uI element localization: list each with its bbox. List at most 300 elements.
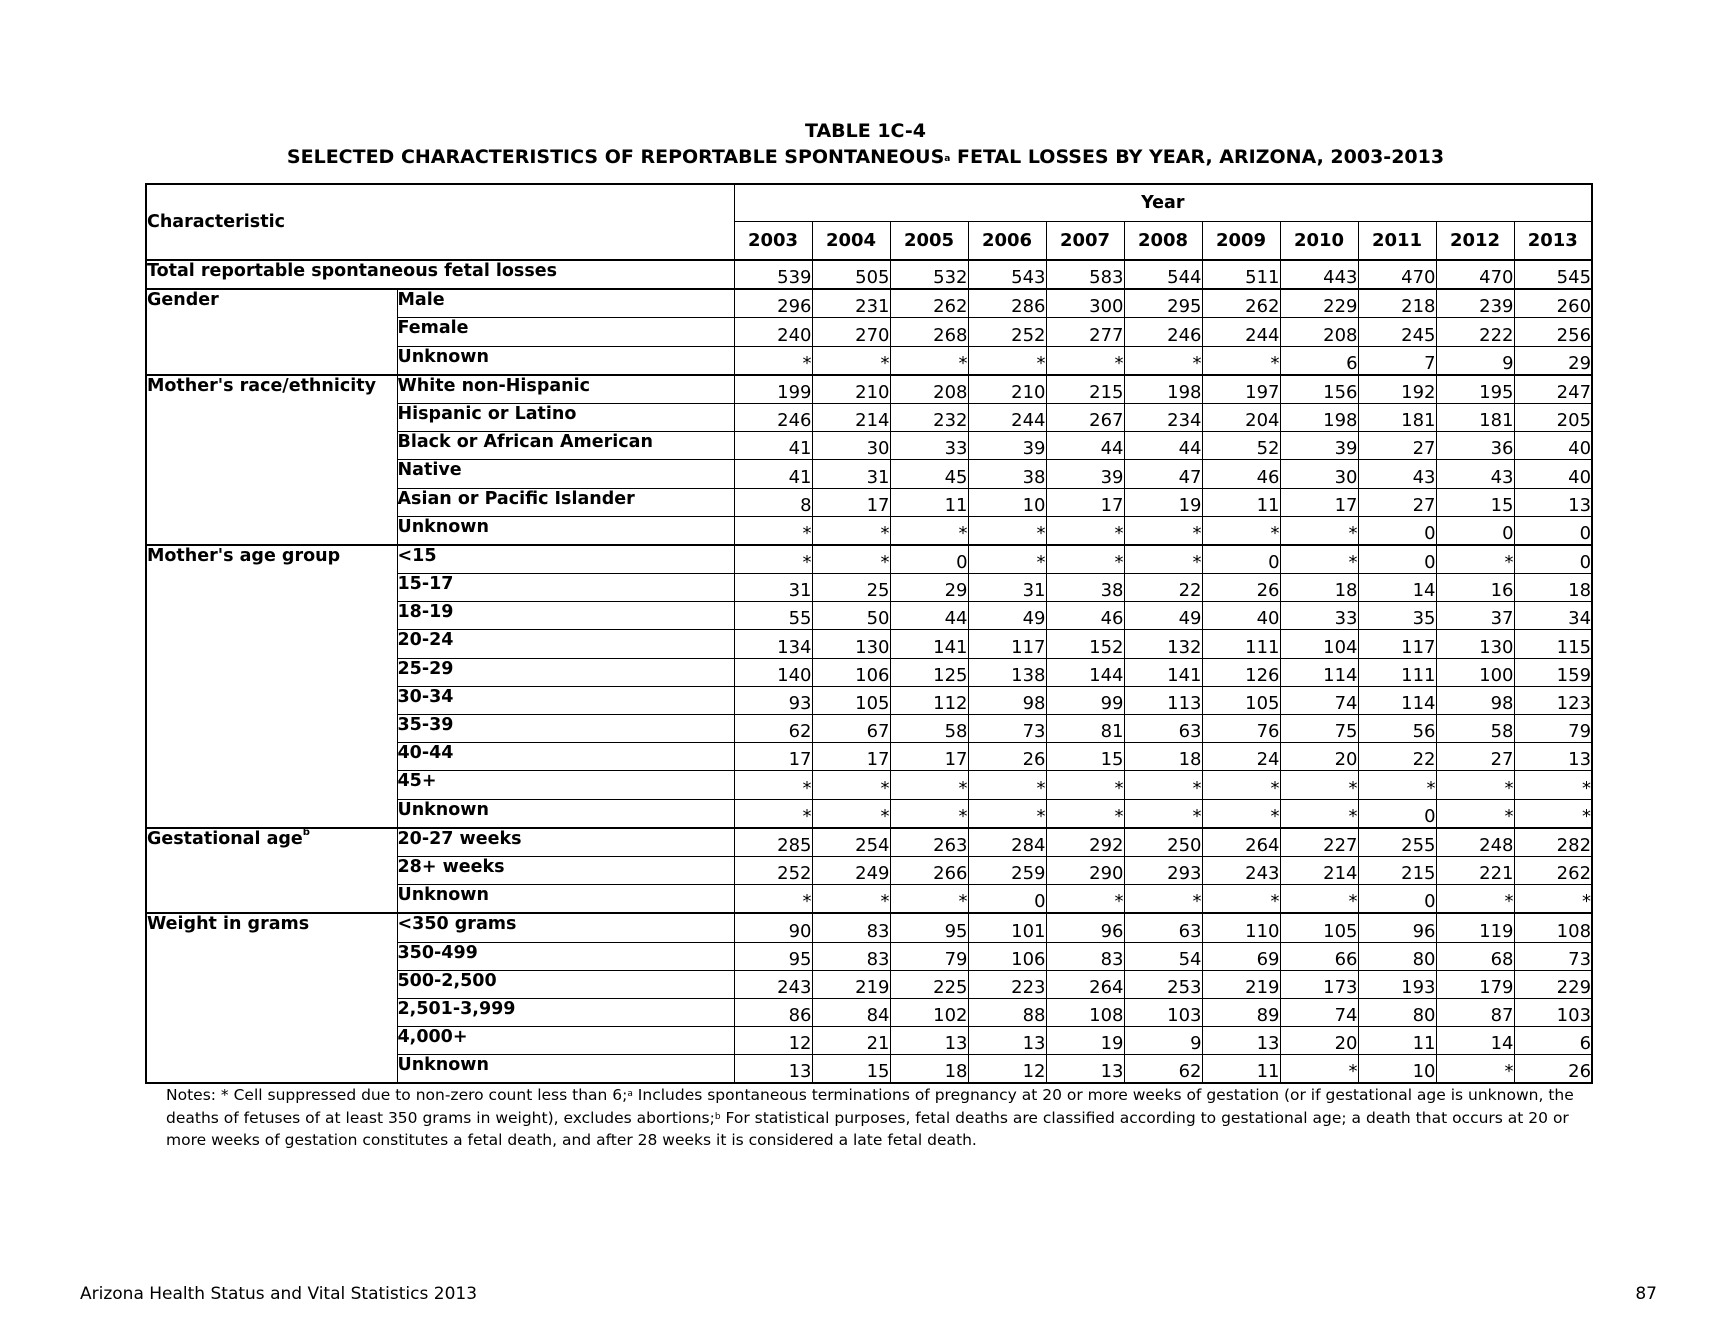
value-cell: * bbox=[968, 516, 1046, 545]
row-label: 15-17 bbox=[397, 574, 734, 602]
value-cell: 62 bbox=[734, 715, 812, 743]
value-cell: 260 bbox=[1514, 289, 1592, 318]
row-label: 20-27 weeks bbox=[397, 828, 734, 857]
value-cell: 123 bbox=[1514, 686, 1592, 714]
value-cell: 15 bbox=[1436, 488, 1514, 516]
value-cell: 110 bbox=[1202, 913, 1280, 942]
value-cell: 80 bbox=[1358, 998, 1436, 1026]
value-cell: * bbox=[890, 346, 968, 375]
row-label: Female bbox=[397, 318, 734, 346]
characteristic-header: Characteristic bbox=[146, 184, 734, 260]
value-cell: 141 bbox=[890, 630, 968, 658]
value-cell: 208 bbox=[890, 375, 968, 404]
value-cell: 197 bbox=[1202, 375, 1280, 404]
value-cell: 18 bbox=[1514, 574, 1592, 602]
value-cell: 14 bbox=[1436, 1027, 1514, 1055]
value-cell: 104 bbox=[1280, 630, 1358, 658]
value-cell: * bbox=[1280, 1055, 1358, 1084]
table-title-text: SELECTED CHARACTERISTICS OF REPORTABLE SPONTANEOUS bbox=[286, 146, 945, 168]
value-cell: 68 bbox=[1436, 942, 1514, 970]
value-cell: 19 bbox=[1124, 488, 1202, 516]
value-cell: * bbox=[1280, 771, 1358, 799]
value-cell: 539 bbox=[734, 260, 812, 289]
value-cell: 239 bbox=[1436, 289, 1514, 318]
value-cell: * bbox=[1436, 799, 1514, 828]
value-cell: 544 bbox=[1124, 260, 1202, 289]
value-cell: 69 bbox=[1202, 942, 1280, 970]
group-label bbox=[146, 913, 397, 1083]
group-label-text: Weight in grams bbox=[147, 914, 310, 935]
value-cell: 44 bbox=[1124, 432, 1202, 460]
value-cell: * bbox=[812, 346, 890, 375]
notes-marker-b: b bbox=[714, 1111, 721, 1122]
value-cell: * bbox=[968, 799, 1046, 828]
value-cell: 215 bbox=[1358, 856, 1436, 884]
row-label: Unknown bbox=[397, 1055, 734, 1084]
value-cell: 89 bbox=[1202, 998, 1280, 1026]
value-cell: 18 bbox=[890, 1055, 968, 1084]
value-cell: 93 bbox=[734, 686, 812, 714]
value-cell: 505 bbox=[812, 260, 890, 289]
value-cell: 218 bbox=[1358, 289, 1436, 318]
value-cell: 75 bbox=[1280, 715, 1358, 743]
value-cell: 246 bbox=[1124, 318, 1202, 346]
value-cell: 55 bbox=[734, 602, 812, 630]
value-cell: 0 bbox=[1358, 885, 1436, 914]
value-cell: 132 bbox=[1124, 630, 1202, 658]
value-cell: * bbox=[1436, 1055, 1514, 1084]
value-cell: * bbox=[890, 771, 968, 799]
value-cell: 141 bbox=[1124, 658, 1202, 686]
value-cell: 130 bbox=[1436, 630, 1514, 658]
year-column-header: 2012 bbox=[1436, 222, 1514, 261]
title-footnote-marker: a bbox=[944, 154, 951, 164]
value-cell: 0 bbox=[1358, 516, 1436, 545]
value-cell: * bbox=[1202, 885, 1280, 914]
value-cell: 49 bbox=[968, 602, 1046, 630]
row-label: 4,000+ bbox=[397, 1027, 734, 1055]
value-cell: 193 bbox=[1358, 970, 1436, 998]
value-cell: 119 bbox=[1436, 913, 1514, 942]
value-cell: 268 bbox=[890, 318, 968, 346]
value-cell: 0 bbox=[1358, 799, 1436, 828]
value-cell: 243 bbox=[734, 970, 812, 998]
value-cell: 74 bbox=[1280, 686, 1358, 714]
value-cell: 199 bbox=[734, 375, 812, 404]
value-cell: * bbox=[1124, 516, 1202, 545]
value-cell: 66 bbox=[1280, 942, 1358, 970]
value-cell: * bbox=[1046, 545, 1124, 574]
value-cell: 30 bbox=[812, 432, 890, 460]
value-cell: 263 bbox=[890, 828, 968, 857]
value-cell: 262 bbox=[1514, 856, 1592, 884]
value-cell: 40 bbox=[1514, 460, 1592, 488]
value-cell: 90 bbox=[734, 913, 812, 942]
value-cell: 254 bbox=[812, 828, 890, 857]
year-column-header: 2004 bbox=[812, 222, 890, 261]
value-cell: 173 bbox=[1280, 970, 1358, 998]
value-cell: 111 bbox=[1202, 630, 1280, 658]
table-notes bbox=[166, 1084, 1581, 1152]
value-cell: 58 bbox=[890, 715, 968, 743]
value-cell: 545 bbox=[1514, 260, 1592, 289]
value-cell: 126 bbox=[1202, 658, 1280, 686]
value-cell: 43 bbox=[1358, 460, 1436, 488]
value-cell: 29 bbox=[1514, 346, 1592, 375]
value-cell: * bbox=[1046, 799, 1124, 828]
value-cell: 240 bbox=[734, 318, 812, 346]
value-cell: 0 bbox=[968, 885, 1046, 914]
value-cell: 12 bbox=[968, 1055, 1046, 1084]
value-cell: 16 bbox=[1436, 574, 1514, 602]
value-cell: * bbox=[1046, 346, 1124, 375]
value-cell: 39 bbox=[1280, 432, 1358, 460]
value-cell: 117 bbox=[968, 630, 1046, 658]
value-cell: 125 bbox=[890, 658, 968, 686]
row-label: 350-499 bbox=[397, 942, 734, 970]
row-label: Unknown bbox=[397, 516, 734, 545]
value-cell: 20 bbox=[1280, 1027, 1358, 1055]
group-label-text: Gender bbox=[147, 290, 219, 311]
value-cell: 11 bbox=[890, 488, 968, 516]
row-label: 2,501-3,999 bbox=[397, 998, 734, 1026]
value-cell: 300 bbox=[1046, 289, 1124, 318]
value-cell: 26 bbox=[968, 743, 1046, 771]
row-label: White non-Hispanic bbox=[397, 375, 734, 404]
row-label: Unknown bbox=[397, 799, 734, 828]
value-cell: * bbox=[1202, 516, 1280, 545]
value-cell: 62 bbox=[1124, 1055, 1202, 1084]
value-cell: 67 bbox=[812, 715, 890, 743]
value-cell: 30 bbox=[1280, 460, 1358, 488]
value-cell: * bbox=[734, 885, 812, 914]
table-row bbox=[146, 545, 1592, 574]
year-column-header: 2013 bbox=[1514, 222, 1592, 261]
value-cell: 295 bbox=[1124, 289, 1202, 318]
value-cell: 198 bbox=[1280, 403, 1358, 431]
row-label: 30-34 bbox=[397, 686, 734, 714]
value-cell: 140 bbox=[734, 658, 812, 686]
value-cell: 106 bbox=[812, 658, 890, 686]
value-cell: * bbox=[1280, 545, 1358, 574]
notes-text-2: Includes spontaneous terminations of pregnancy at 20 or more weeks of gestation (or if gestational age is unknown, the deaths of fetuses of at least 350 grams in weight), excludes abortions; bbox=[166, 1086, 1574, 1127]
value-cell: 22 bbox=[1124, 574, 1202, 602]
value-cell: 95 bbox=[734, 942, 812, 970]
value-cell: 14 bbox=[1358, 574, 1436, 602]
group-label bbox=[146, 545, 397, 828]
value-cell: 215 bbox=[1046, 375, 1124, 404]
value-cell: 33 bbox=[890, 432, 968, 460]
value-cell: 0 bbox=[1202, 545, 1280, 574]
value-cell: 88 bbox=[968, 998, 1046, 1026]
row-label: Asian or Pacific Islander bbox=[397, 488, 734, 516]
value-cell: 105 bbox=[812, 686, 890, 714]
value-cell: 117 bbox=[1358, 630, 1436, 658]
value-cell: 35 bbox=[1358, 602, 1436, 630]
group-label-text: Mother's race/ethnicity bbox=[147, 375, 376, 396]
value-cell: 234 bbox=[1124, 403, 1202, 431]
row-label: Hispanic or Latino bbox=[397, 403, 734, 431]
value-cell: 229 bbox=[1280, 289, 1358, 318]
value-cell: 244 bbox=[968, 403, 1046, 431]
value-cell: 285 bbox=[734, 828, 812, 857]
value-cell: * bbox=[1436, 771, 1514, 799]
value-cell: 243 bbox=[1202, 856, 1280, 884]
value-cell: 36 bbox=[1436, 432, 1514, 460]
footer-page-number: 87 bbox=[1635, 1284, 1657, 1304]
value-cell: 31 bbox=[968, 574, 1046, 602]
value-cell: * bbox=[1124, 771, 1202, 799]
value-cell: 103 bbox=[1514, 998, 1592, 1026]
value-cell: 210 bbox=[812, 375, 890, 404]
value-cell: 222 bbox=[1436, 318, 1514, 346]
value-cell: 98 bbox=[1436, 686, 1514, 714]
table-title-block bbox=[0, 118, 1731, 170]
year-column-header: 2003 bbox=[734, 222, 812, 261]
value-cell: 41 bbox=[734, 460, 812, 488]
value-cell: 229 bbox=[1514, 970, 1592, 998]
value-cell: 27 bbox=[1436, 743, 1514, 771]
value-cell: 95 bbox=[890, 913, 968, 942]
value-cell: 81 bbox=[1046, 715, 1124, 743]
value-cell: 250 bbox=[1124, 828, 1202, 857]
group-label bbox=[146, 828, 397, 914]
value-cell: 13 bbox=[734, 1055, 812, 1084]
value-cell: 195 bbox=[1436, 375, 1514, 404]
value-cell: 74 bbox=[1280, 998, 1358, 1026]
row-label: 35-39 bbox=[397, 715, 734, 743]
value-cell: * bbox=[734, 516, 812, 545]
value-cell: 108 bbox=[1046, 998, 1124, 1026]
row-label: 18-19 bbox=[397, 602, 734, 630]
value-cell: 9 bbox=[1124, 1027, 1202, 1055]
year-column-header: 2005 bbox=[890, 222, 968, 261]
value-cell: 198 bbox=[1124, 375, 1202, 404]
row-label: 20-24 bbox=[397, 630, 734, 658]
row-label: 500-2,500 bbox=[397, 970, 734, 998]
value-cell: 214 bbox=[1280, 856, 1358, 884]
value-cell: 22 bbox=[1358, 743, 1436, 771]
value-cell: 223 bbox=[968, 970, 1046, 998]
value-cell: 40 bbox=[1514, 432, 1592, 460]
value-cell: 101 bbox=[968, 913, 1046, 942]
value-cell: * bbox=[890, 516, 968, 545]
value-cell: 46 bbox=[1046, 602, 1124, 630]
value-cell: 219 bbox=[812, 970, 890, 998]
value-cell: 0 bbox=[890, 545, 968, 574]
value-cell: * bbox=[1280, 799, 1358, 828]
value-cell: 205 bbox=[1514, 403, 1592, 431]
row-label: Unknown bbox=[397, 346, 734, 375]
row-label: <15 bbox=[397, 545, 734, 574]
value-cell: * bbox=[734, 346, 812, 375]
value-cell: 83 bbox=[812, 913, 890, 942]
value-cell: 33 bbox=[1280, 602, 1358, 630]
value-cell: 181 bbox=[1358, 403, 1436, 431]
table-row bbox=[146, 913, 1592, 942]
value-cell: 26 bbox=[1514, 1055, 1592, 1084]
value-cell: 252 bbox=[734, 856, 812, 884]
value-cell: 247 bbox=[1514, 375, 1592, 404]
value-cell: 108 bbox=[1514, 913, 1592, 942]
value-cell: 73 bbox=[1514, 942, 1592, 970]
value-cell: 38 bbox=[968, 460, 1046, 488]
value-cell: 56 bbox=[1358, 715, 1436, 743]
value-cell: 144 bbox=[1046, 658, 1124, 686]
value-cell: 39 bbox=[1046, 460, 1124, 488]
row-label: Unknown bbox=[397, 885, 734, 914]
value-cell: 63 bbox=[1124, 715, 1202, 743]
value-cell: 63 bbox=[1124, 913, 1202, 942]
value-cell: 208 bbox=[1280, 318, 1358, 346]
value-cell: * bbox=[1436, 545, 1514, 574]
value-cell: 255 bbox=[1358, 828, 1436, 857]
value-cell: 17 bbox=[1046, 488, 1124, 516]
value-cell: * bbox=[1514, 771, 1592, 799]
value-cell: 27 bbox=[1358, 488, 1436, 516]
value-cell: 511 bbox=[1202, 260, 1280, 289]
value-cell: 286 bbox=[968, 289, 1046, 318]
value-cell: 76 bbox=[1202, 715, 1280, 743]
value-cell: 15 bbox=[812, 1055, 890, 1084]
value-cell: 282 bbox=[1514, 828, 1592, 857]
value-cell: 9 bbox=[1436, 346, 1514, 375]
value-cell: 13 bbox=[1514, 743, 1592, 771]
value-cell: 17 bbox=[812, 488, 890, 516]
row-label: 40-44 bbox=[397, 743, 734, 771]
value-cell: 79 bbox=[890, 942, 968, 970]
value-cell: 43 bbox=[1436, 460, 1514, 488]
value-cell: 114 bbox=[1358, 686, 1436, 714]
value-cell: 221 bbox=[1436, 856, 1514, 884]
value-cell: * bbox=[968, 771, 1046, 799]
value-cell: 0 bbox=[1514, 516, 1592, 545]
row-label: Black or African American bbox=[397, 432, 734, 460]
value-cell: * bbox=[1280, 885, 1358, 914]
value-cell: 40 bbox=[1202, 602, 1280, 630]
value-cell: 152 bbox=[1046, 630, 1124, 658]
value-cell: 7 bbox=[1358, 346, 1436, 375]
value-cell: * bbox=[812, 516, 890, 545]
value-cell: * bbox=[812, 545, 890, 574]
value-cell: 181 bbox=[1436, 403, 1514, 431]
value-cell: * bbox=[1436, 885, 1514, 914]
fetal-losses-table bbox=[145, 183, 1593, 1084]
group-label bbox=[146, 289, 397, 375]
value-cell: 114 bbox=[1280, 658, 1358, 686]
value-cell: 52 bbox=[1202, 432, 1280, 460]
value-cell: * bbox=[812, 771, 890, 799]
value-cell: 267 bbox=[1046, 403, 1124, 431]
value-cell: 96 bbox=[1358, 913, 1436, 942]
value-cell: 111 bbox=[1358, 658, 1436, 686]
value-cell: * bbox=[1202, 346, 1280, 375]
value-cell: 54 bbox=[1124, 942, 1202, 970]
value-cell: 86 bbox=[734, 998, 812, 1026]
value-cell: * bbox=[812, 799, 890, 828]
value-cell: 17 bbox=[1280, 488, 1358, 516]
value-cell: 179 bbox=[1436, 970, 1514, 998]
value-cell: 10 bbox=[968, 488, 1046, 516]
total-label: Total reportable spontaneous fetal losses bbox=[146, 260, 734, 289]
value-cell: 13 bbox=[1046, 1055, 1124, 1084]
value-cell: 134 bbox=[734, 630, 812, 658]
value-cell: 25 bbox=[812, 574, 890, 602]
value-cell: * bbox=[1046, 516, 1124, 545]
value-cell: * bbox=[1514, 885, 1592, 914]
value-cell: 292 bbox=[1046, 828, 1124, 857]
value-cell: 245 bbox=[1358, 318, 1436, 346]
value-cell: 44 bbox=[1046, 432, 1124, 460]
table-row bbox=[146, 289, 1592, 318]
value-cell: 259 bbox=[968, 856, 1046, 884]
value-cell: 34 bbox=[1514, 602, 1592, 630]
value-cell: 219 bbox=[1202, 970, 1280, 998]
value-cell: 293 bbox=[1124, 856, 1202, 884]
value-cell: 214 bbox=[812, 403, 890, 431]
value-cell: * bbox=[734, 545, 812, 574]
value-cell: 231 bbox=[812, 289, 890, 318]
value-cell: 262 bbox=[890, 289, 968, 318]
table-number: TABLE 1C-4 bbox=[804, 120, 927, 142]
year-header: Year bbox=[734, 184, 1592, 222]
value-cell: * bbox=[1046, 885, 1124, 914]
group-label-text: Mother's age group bbox=[147, 545, 341, 566]
row-label: 25-29 bbox=[397, 658, 734, 686]
year-column-header: 2008 bbox=[1124, 222, 1202, 261]
value-cell: 253 bbox=[1124, 970, 1202, 998]
value-cell: 246 bbox=[734, 403, 812, 431]
value-cell: 13 bbox=[968, 1027, 1046, 1055]
value-cell: 73 bbox=[968, 715, 1046, 743]
value-cell: 249 bbox=[812, 856, 890, 884]
value-cell: 0 bbox=[1514, 545, 1592, 574]
value-cell: 19 bbox=[1046, 1027, 1124, 1055]
value-cell: 49 bbox=[1124, 602, 1202, 630]
value-cell: 112 bbox=[890, 686, 968, 714]
value-cell: * bbox=[1124, 346, 1202, 375]
value-cell: 248 bbox=[1436, 828, 1514, 857]
value-cell: 45 bbox=[890, 460, 968, 488]
notes-text-3: For statistical purposes, fetal deaths are classified according to gestational age; a death that occurs at 20 or more weeks of gestation constitutes a fetal death, and after 28 weeks it is considered a late fetal death. bbox=[166, 1108, 1569, 1149]
value-cell: 31 bbox=[812, 460, 890, 488]
value-cell: * bbox=[734, 771, 812, 799]
value-cell: 0 bbox=[1358, 545, 1436, 574]
table-row bbox=[146, 375, 1592, 404]
table-title bbox=[0, 144, 1731, 170]
value-cell: 264 bbox=[1202, 828, 1280, 857]
value-cell: 17 bbox=[812, 743, 890, 771]
value-cell: * bbox=[734, 799, 812, 828]
value-cell: 18 bbox=[1124, 743, 1202, 771]
value-cell: 130 bbox=[812, 630, 890, 658]
row-label: Male bbox=[397, 289, 734, 318]
value-cell: 26 bbox=[1202, 574, 1280, 602]
value-cell: * bbox=[968, 346, 1046, 375]
value-cell: * bbox=[1124, 885, 1202, 914]
value-cell: 87 bbox=[1436, 998, 1514, 1026]
value-cell: * bbox=[1202, 771, 1280, 799]
value-cell: * bbox=[1124, 545, 1202, 574]
value-cell: * bbox=[1202, 799, 1280, 828]
value-cell: 79 bbox=[1514, 715, 1592, 743]
table-title-text-end: FETAL LOSSES BY YEAR, ARIZONA, 2003-2013 bbox=[950, 146, 1445, 168]
value-cell: 470 bbox=[1436, 260, 1514, 289]
value-cell: 100 bbox=[1436, 658, 1514, 686]
value-cell: 115 bbox=[1514, 630, 1592, 658]
table-body bbox=[146, 260, 1592, 1083]
value-cell: 227 bbox=[1280, 828, 1358, 857]
